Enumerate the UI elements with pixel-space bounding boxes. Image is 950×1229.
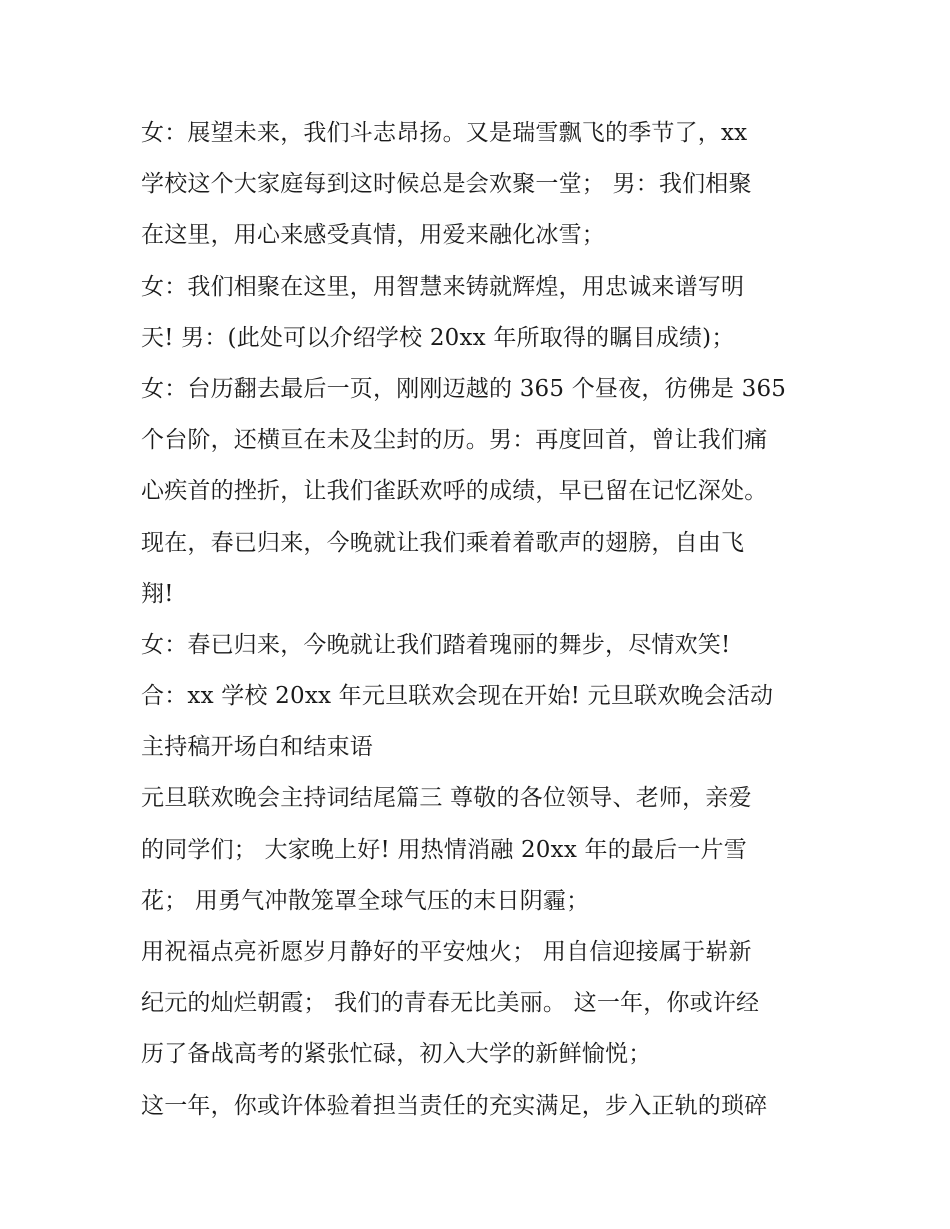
text-line: 这一年，你或许体验着担当责任的充实满足，步入正轨的琐碎 [141, 1092, 768, 1119]
text-line: 天! 男：(此处可以介绍学校 20xx 年所取得的瞩目成绩)； [141, 324, 735, 351]
text-line: 翔! [141, 580, 174, 607]
text-line: 现在，春已归来，今晚就让我们乘着着歌声的翅膀，自由飞 [141, 529, 745, 556]
text-line: 花； 用勇气冲散笼罩全球气压的末日阴霾； [141, 887, 590, 914]
text-line: 女：台历翻去最后一页，刚刚迈越的 365 个昼夜，彷佛是 365 [141, 375, 787, 402]
text-line: 学校这个大家庭每到这时候总是会欢聚一堂； 男：我们相聚 [141, 171, 752, 198]
text-line: 纪元的灿烂朝霞； 我们的青春无比美丽。 这一年，你或许经 [141, 990, 760, 1017]
text-line: 的同学们； 大家晚上好! 用热情消融 20xx 年的最后一片雪 [141, 836, 747, 863]
text-line: 女：春已归来，今晚就让我们踏着瑰丽的舞步，尽情欢笑! [141, 631, 731, 658]
text-line: 个台阶，还横亘在未及尘封的历。男：再度回首，曾让我们痛 [141, 427, 768, 454]
text-line: 在这里，用心来感受真情，用爱来融化冰雪； [141, 222, 605, 249]
text-line: 用祝福点亮祈愿岁月静好的平安烛火； 用自信迎接属于崭新 [141, 939, 752, 965]
text-line: 元旦联欢晚会主持词结尾篇三 尊敬的各位领导、老师，亲爱 [141, 785, 752, 812]
text-line: 合：xx 学校 20xx 年元旦联欢会现在开始! 元旦联欢晚会活动 [141, 683, 774, 710]
text-line: 历了备战高考的紧张忙碌，初入大学的新鲜愉悦； [141, 1041, 652, 1068]
document-body [141, 108, 831, 1132]
text-line: 主持稿开场白和结束语 [141, 734, 373, 761]
text-line: 女：我们相聚在这里，用智慧来铸就辉煌，用忠诚来谱写明 [141, 273, 745, 300]
text-line: 心疾首的挫折，让我们雀跃欢呼的成绩，早已留在记忆深处。 [141, 478, 768, 505]
text-line: 女：展望未来，我们斗志昂扬。又是瑞雪飘飞的季节了，xx [141, 120, 748, 146]
